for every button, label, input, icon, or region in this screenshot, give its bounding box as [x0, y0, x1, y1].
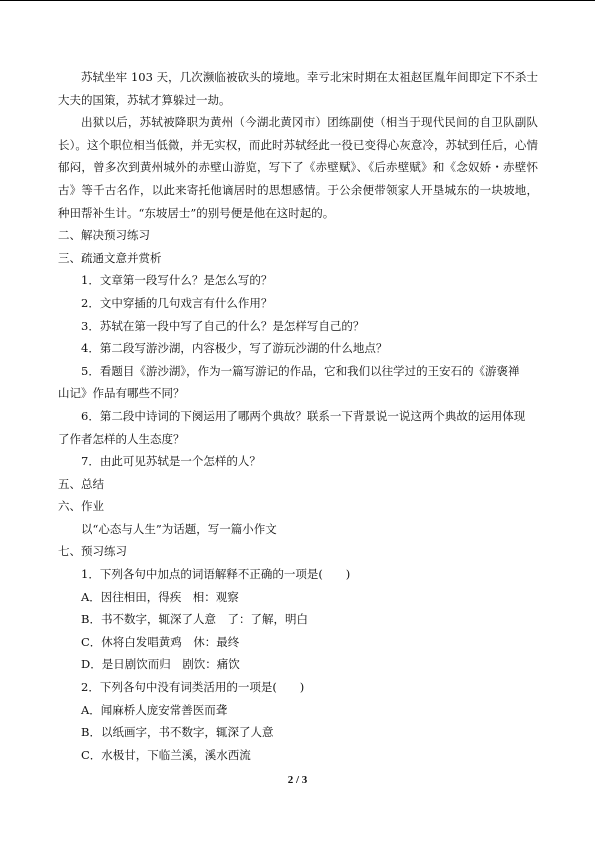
question-6-line-2: 了作者怎样的人生态度？: [58, 431, 185, 446]
section-heading-7: 七、预习练习: [58, 544, 127, 559]
question-5-line-1: 5．看题目《游沙湖》，作为一篇写游记的作品，它和我们以往学过的王安石的《游褒禅: [81, 363, 520, 378]
top-rule: [0, 0, 595, 1]
intro-paragraphs: [58, 66, 538, 224]
question-5-line-2: 山记》作品有哪些不同？: [58, 386, 185, 401]
paragraph-2: 出狱以后，苏轼被降职为黄州（今湖北黄冈市）团练副使（相当于现代民间的自卫队副队长）。这个职位相当低微，并无实权，而此时苏轼经此一役已变得心灰意冷，苏轼到任后，心情郁闷，曾多次到黄州城外的赤壁山游览，写下了《赤壁赋》、《后赤壁赋》和《念奴娇・赤壁怀古》等千古名作，以此来寄托他谪居时的思想感情。于公余便带领家人开垦城东的一块坡地，种田帮补生计。“东坡居士”的别号便是他在这时起的。: [58, 115, 538, 220]
exercise-2-option-b: B．以纸画字，书不数字，辄深了人意: [81, 725, 274, 740]
page-number: 2 / 3: [287, 774, 308, 786]
exercise-1-option-d: D．是日剧饮而归 剧饮：痛饮: [81, 657, 240, 672]
question-1: 1．文章第一段写什么？是怎么写的？: [81, 273, 273, 288]
section-heading-2: 二、解决预习练习: [58, 228, 150, 243]
question-6-line-1: 6．第二段中诗词的下阕运用了哪两个典故？联系一下背景说一说这两个典故的运用体现: [81, 408, 526, 423]
exercise-1-stem: 1．下列各句中加点的词语解释不正确的一项是( ): [81, 567, 351, 582]
section-heading-5: 五、总结: [58, 476, 104, 491]
homework-text: 以“心态与人生”为话题，写一篇小作文: [81, 521, 277, 536]
exercise-2-stem: 2．下列各句中没有词类活用的一项是( ): [81, 680, 305, 695]
exercise-1-option-c: C．休将白发唱黄鸡 休：最终: [81, 634, 240, 649]
question-7: 7．由此可见苏轼是一个怎样的人？: [81, 454, 261, 469]
question-2: 2．文中穿插的几句戏言有什么作用？: [81, 295, 273, 310]
section-heading-3: 三、疏通文意并赏析: [58, 250, 162, 265]
exercise-1-option-a: A．因往相田，得疾 相：观察: [81, 589, 239, 604]
exercise-2-option-c: C．水极甘，下临兰溪，溪水西流: [81, 747, 251, 762]
paragraph-1: 苏轼坐牢 103 天，几次濒临被砍头的境地。幸亏北宋时期在太祖赵匡胤年间即定下不杀士大夫的国策，苏轼才算躲过一劫。: [58, 70, 538, 107]
question-4: 4．第二段写游沙湖，内容极少，写了游玩沙湖的什么地点？: [81, 341, 388, 356]
exercise-2-option-a: A．闻麻桥人庞安常善医而聋: [81, 702, 228, 717]
question-3: 3．苏轼在第一段中写了自己的什么？是怎样写自己的？: [81, 318, 365, 333]
document-body: [58, 66, 538, 766]
exercise-1-option-b: B．书不数字，辄深了人意 了：了解，明白: [81, 612, 308, 627]
section-heading-6: 六、作业: [58, 499, 104, 514]
